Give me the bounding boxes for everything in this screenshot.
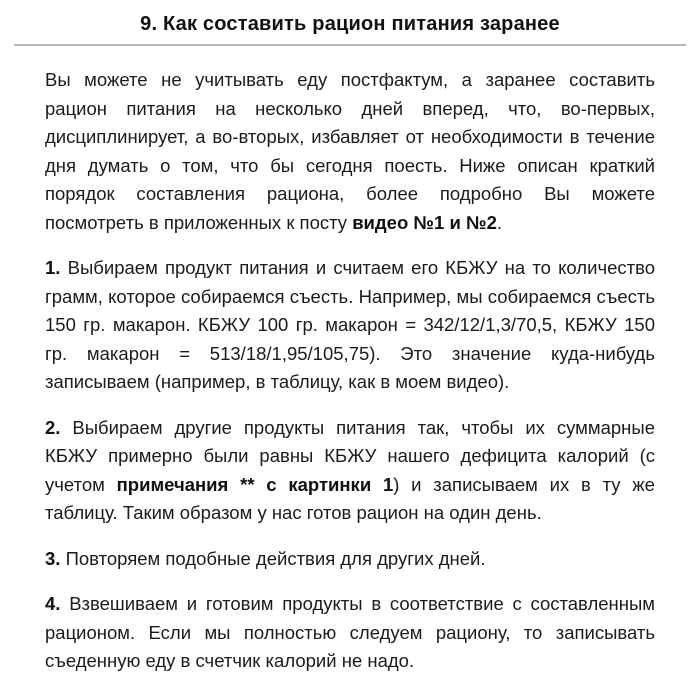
paragraph — [45, 590, 655, 676]
paragraph — [45, 545, 655, 574]
paragraph — [45, 66, 655, 237]
paragraph — [45, 414, 655, 528]
text-run: Выбираем другие продукты питания так, чтобы их суммарные КБЖУ примерно были равны КБЖУ нашего дефицита калорий (с учетом — [45, 416, 655, 495]
text-run: Взвешиваем и готовим продукты в соответствие с составленным рационом. Если мы полностью следуем рациону, то записывать съеденную еду в счетчик калорий не надо. — [45, 593, 655, 671]
bold-text-run: 1. — [45, 257, 61, 278]
bold-text-run: 4. — [45, 593, 61, 614]
text-run: Повторяем подобные действия для других дней. — [60, 547, 486, 569]
text-run: . — [496, 211, 503, 233]
bold-text-run: видео №1 и №2 — [352, 211, 497, 233]
text-run: Вы можете не учитывать еду постфактум, а заранее составить рацион питания на несколько дней вперед, что, во-первых, дисциплинирует, а во-вторых, избавляет от необходимости в течение дня думать о том, что бы сегодня поесть. Ниже описан краткий порядок составления рациона, более подробно Вы можете посмотреть в приложенных к посту — [45, 69, 655, 233]
title-divider — [14, 44, 686, 46]
bold-text-run: примечания ** с картинки 1 — [116, 473, 394, 495]
text-run: ) и записываем их в ту же таблицу. Таким образом у нас готов рацион на один день. — [45, 473, 655, 523]
paragraph — [45, 254, 655, 397]
bold-text-run: 3. — [45, 547, 61, 569]
page-title: 9. Как составить рацион питания заранее — [140, 13, 560, 35]
document-body — [45, 66, 655, 676]
bold-text-run: 2. — [45, 416, 61, 438]
text-run: Выбираем продукт питания и считаем его КБЖУ на то количество грамм, которое собираемся съесть. Например, мы собираемся съесть 150 гр. макарон. КБЖУ 100 гр. макарон = 342/12/1,3/70,5, КБЖУ 150 гр. макарон = 513/18/1,95/105,75). Это значение куда-нибудь записываем (например, в таблицу, как в моем видео). — [45, 257, 655, 392]
